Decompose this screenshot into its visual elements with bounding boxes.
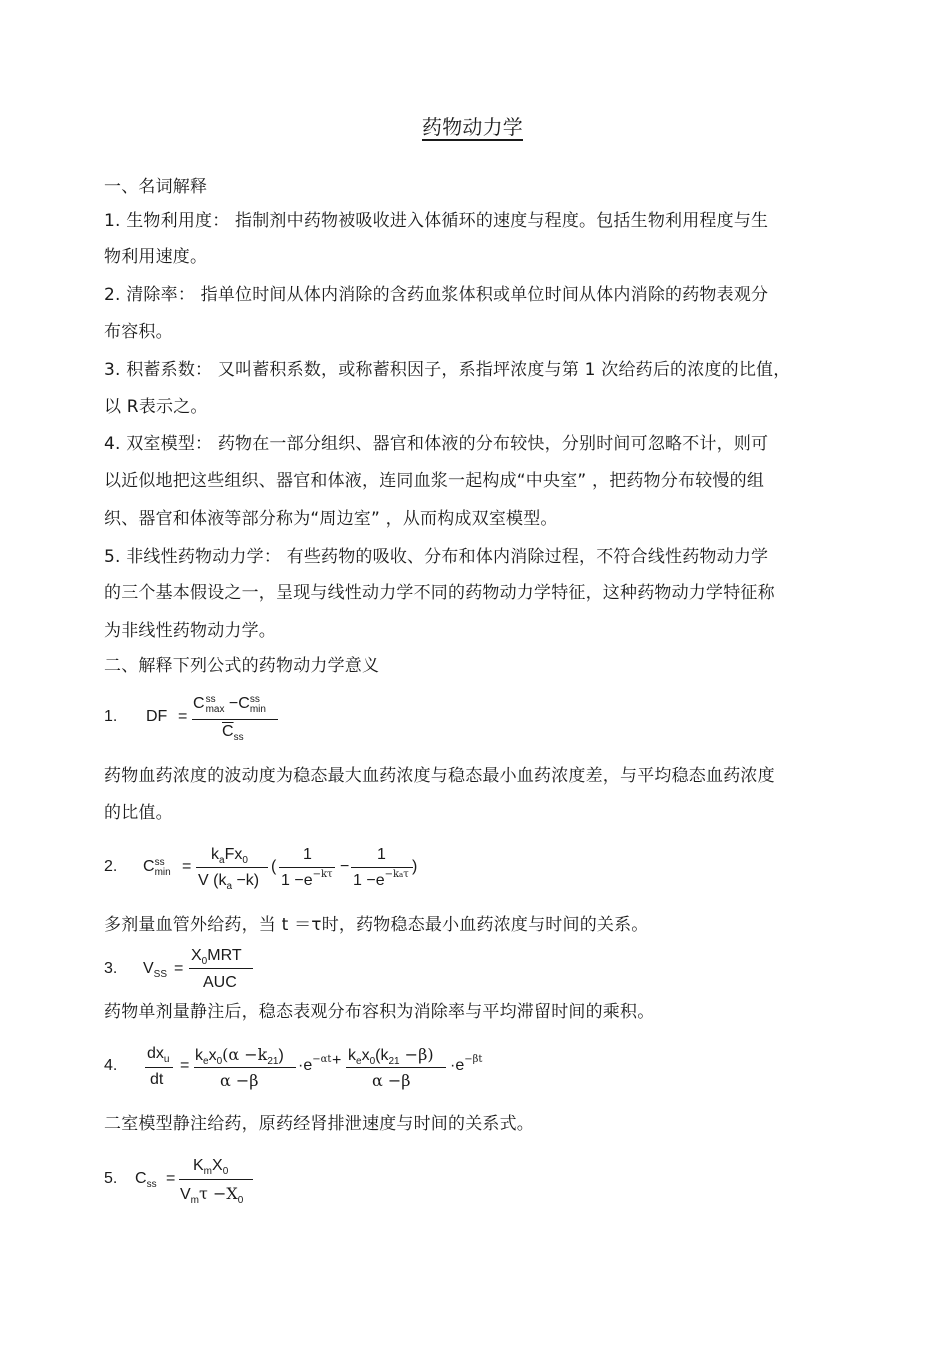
formula-2-explanation: 多剂量血管外给药，当 t ＝τ时，药物稳态最小血药浓度与时间的关系。 [104,915,649,935]
formula-2-frac1-denominator: V $(k_a -k)$ [198,872,260,892]
formula-1-explanation-line-2: 的比值。 [104,803,173,823]
formula-4-equals: = [180,1057,190,1074]
section-heading-definitions: 一、名词解释 [104,177,208,197]
formula-5-denominator: $V_m\tau -X_0$ [180,1184,244,1206]
formula-2-frac3-numerator: 1 [377,846,386,863]
formula-3-fraction-bar [189,968,253,969]
formula-3-equals: = [174,960,184,977]
formula-4-frac1-numerator: $k_ex_0(\alpha -k_{21})$ [195,1045,284,1067]
formula-4-lhs-numerator: $dx_u$ [147,1045,170,1065]
formula-3-denominator: AUC [203,974,237,991]
definition-3-line-1: 3. 积蓄系数： 又叫蓄积系数，或称蓄积因子，系指坪浓度与第 1 次给药后的浓度的比值， [104,360,791,380]
formula-3-explanation: 药物单剂量静注后，稳态表观分布容积为消除率与平均滞留时间的乘积。 [104,1002,655,1022]
formula-5-equals: = [166,1170,176,1187]
definition-1-line-2: 物利用速度。 [104,247,208,267]
formula-4-exp1: $\cdot e^{-\alpha t}$ [298,1054,332,1074]
section-heading-formulas: 二、解释下列公式的药物动力学意义 [104,656,380,676]
definition-5-line-2: 的三个基本假设之一，呈现与线性动力学不同的药物动力学特征，这种药物动力学特征称 [104,583,775,603]
definition-2-line-1: 2. 清除率： 指单位时间从体内消除的含药血浆体积或单位时间从体内消除的药物表观分 [104,285,769,305]
formula-4-lhs-bar [145,1067,173,1068]
definition-1-line-1: 1. 生物利用度： 指制剂中药物被吸收进入体循环的速度与程度。包括生物利用程度与生 [104,211,769,231]
formula-1-number: 1. [104,708,118,725]
formula-1-numerator: C ss max −C ss min [193,694,266,715]
formula-3-numerator: $X_0MRT$ [191,947,242,967]
formula-2-number: 2. [104,858,118,875]
formula-4-frac2-bar [346,1067,446,1068]
formula-5-numerator: $K_mX_0$ [193,1157,229,1177]
formula-4-explanation: 二室模型静注给药，原药经肾排泄速度与时间的关系式。 [104,1114,534,1134]
definition-2-line-2: 布容积。 [104,322,173,342]
formula-4-exp2: $\cdot e^{-\beta t}$ [450,1054,483,1074]
formula-1-denominator: $\overline{C}_{ss}$ [222,723,244,743]
formula-4-frac2-denominator: α −β [372,1071,411,1090]
formula-1-explanation-line-1: 药物血药浓度的波动度为稳态最大血药浓度与稳态最小血药浓度差，与平均稳态血药浓度 [104,766,775,786]
formula-1-lhs: DF [146,708,168,725]
formula-4-lhs-denominator: dt [150,1071,164,1088]
formula-2-frac2-bar [279,867,335,868]
definition-4-line-3: 织、器官和体液等部分称为“周边室” ，从而构成双室模型。 [104,509,558,529]
formula-2-frac1-bar [196,867,268,868]
formula-2-frac3-bar [351,867,413,868]
formula-2-minus: − [340,858,350,875]
formula-2-close-paren: ) [412,858,418,875]
formula-5-fraction-bar [179,1179,253,1180]
formula-4-frac2-numerator: $k_ex_0(k_{21} -\beta)$ [348,1045,434,1067]
formula-2-equals: = [182,858,192,875]
formula-3-number: 3. [104,960,118,977]
formula-2-frac1-numerator: $k_aFx_0$ [211,846,248,866]
formula-3-lhs: $V_{SS}$ [143,960,168,980]
formula-1-equals: = [178,708,188,725]
formula-2-frac3-denominator: $1 -e^{-ka\tau}$ [353,869,409,889]
formula-5-lhs: $C_{ss}$ [135,1170,157,1190]
formula-2-frac2-denominator: $1 -e^{-k\tau}$ [281,869,333,889]
definition-4-line-2: 以近似地把这些组织、器官和体液，连同血浆一起构成“中央室” ，把药物分布较慢的组 [104,471,765,491]
formula-1-fraction-bar [192,719,278,720]
definition-5-line-1: 5. 非线性药物动力学： 有些药物的吸收、分布和体内消除过程，不符合线性药物动力学 [104,547,769,567]
formula-4-number: 4. [104,1057,118,1074]
formula-2-lhs: C ss min [143,857,171,878]
formula-4-plus: + [332,1052,342,1069]
formula-2-frac2-numerator: 1 [303,846,312,863]
definition-5-line-3: 为非线性药物动力学。 [104,621,276,641]
formula-2-open-paren: ( [271,858,277,875]
formula-4-frac1-denominator: α −β [220,1071,259,1090]
definition-3-line-2: 以 R表示之。 [104,397,208,417]
page-title: 药物动力学 [422,115,523,139]
formula-5-number: 5. [104,1170,118,1187]
formula-4-frac1-bar [194,1067,296,1068]
definition-4-line-1: 4. 双室模型： 药物在一部分组织、器官和体液的分布较快，分别时间可忽略不计，则可 [104,434,769,454]
